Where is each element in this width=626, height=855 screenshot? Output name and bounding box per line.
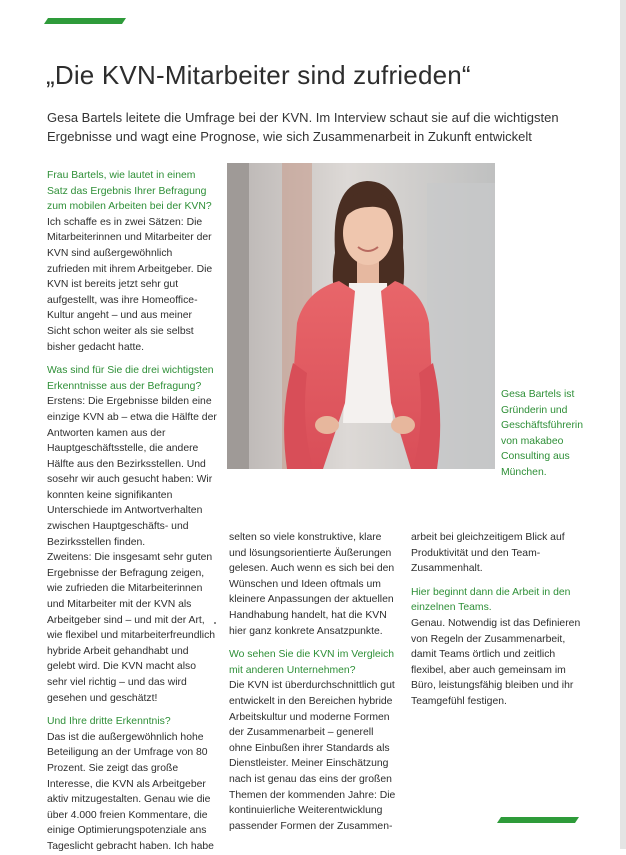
question-5: Hier beginnt dann die Arbeit in den einzelnen Teams. xyxy=(411,586,571,614)
column-2 xyxy=(229,530,399,834)
stray-dot xyxy=(214,622,216,624)
intro-text: Gesa Bartels leitete die Umfrage bei der KVN. Im Interview schaut sie auf die wichtigsten Ergebnisse und wagt eine Prognose, wie sich Zusammenarbeit in Zukunft entwickelt xyxy=(47,110,559,144)
answer-1: Ich schaffe es in zwei Sätzen: Die Mitarbeiterinnen und Mitarbeiter der KVN sind außergewöhnlich zufrieden mit ihrem Arbeitgeber. Die KVN ist bereits jetzt sehr gut aufgestellt, was ihre Homeoffice-Kultur angeht – und aus meiner Sicht schon weiter als sie selbst bisher gedacht hatte. xyxy=(47,216,213,353)
portrait-photo xyxy=(227,163,495,469)
answer-3-continued: selten so viele konstruktive, klare und lösungsorientierte Äußerungen gelesen. Auch wenn es sich bei den Wünschen und Ideen oftmals um kleinere Anpassungen der aktuellen Handhabung handelt, hat die KVN hier ganz konkrete Ansatzpunkte. xyxy=(229,532,395,637)
column-1 xyxy=(47,168,217,855)
answer-2b: Zweitens: Die insgesamt sehr guten Ergebnisse der Befragung zeigen, wie zufrieden die Mitarbeiterinnen und Mitarbeiter mit der KVN als Arbeitgeber sind – und mit der Art, wie flexibel und mitarbeiterfreundlich hybride Arbeit gehandhabt und gelebt wird. Die KVN macht also sehr viel richtig – und das wird gesehen und geschätzt! xyxy=(47,552,216,704)
headline: „Die KVN-Mitarbeiter sind zufrieden“ xyxy=(46,60,471,90)
answer-2a: Erstens: Die Ergebnisse bilden eine einzige KVN ab – etwa die Hälfte der Antworten kamen aus der Hauptgeschäftsstelle, die andere Hälfte aus den Bezirksstellen. Und sosehr wir auch gesucht haben: Wir konnten keine signifikanten Unterschiede im Antwortverhalten zwischen Hauptgeschäfts- und Bezirksstellen finden. xyxy=(47,396,217,548)
answer-5: Genau. Notwendig ist das Definieren von Regeln der Zusammenarbeit, damit Teams örtlich und zeitlich flexibel, aber auch gemeinsam im Büro, leistungsfähig bleiben und ihr Teamgefühl festigen. xyxy=(411,617,581,707)
column-3 xyxy=(411,530,583,710)
bottom-accent-bar xyxy=(497,817,579,823)
answer-4: Die KVN ist überdurchschnittlich gut entwickelt in den Bereichen hybride Arbeitskultur und moderne Formen der Zusammenarbeit – generell ohne Einbußen ihrer Standards als Dienstleister. Meiner Einschätzung nach ist genau das eins der großen Themen der kommenden Jahre: Die kontinuierliche Weiterentwicklung passender Formen der Zusammen- xyxy=(229,680,396,832)
answer-3: Das ist die außergewöhnlich hohe Beteiligung an der Umfrage von 80 Prozent. Sie zeigt das große Interesse, die KVN als Arbeitgeber aktiv mitzugestalten. Genau wie die über 4.000 freien Kommentare, die einige Optimierungspotenziale ans Tageslicht gebracht haben. Ich habe xyxy=(47,731,214,852)
question-3: Und Ihre dritte Erkenntnis? xyxy=(47,716,171,728)
question-1: Frau Bartels, wie lautet in einem Satz das Ergebnis Ihrer Befragung zum mobilen Arbeiten bei der KVN? xyxy=(47,170,212,213)
photo-caption: Gesa Bartels ist Gründerin und Geschäftsführerin von makabeo Consulting aus München. xyxy=(501,389,584,478)
page-edge xyxy=(620,0,626,849)
top-accent-bar xyxy=(44,18,126,24)
question-2: Was sind für Sie die drei wichtigsten Erkenntnisse aus der Befragung? xyxy=(47,365,214,392)
question-4: Wo sehen Sie die KVN im Vergleich mit anderen Unternehmen? xyxy=(229,649,394,676)
answer-4-continued: arbeit bei gleichzeitigem Blick auf Produktivität und den Team-Zusammenhalt. xyxy=(411,532,565,575)
